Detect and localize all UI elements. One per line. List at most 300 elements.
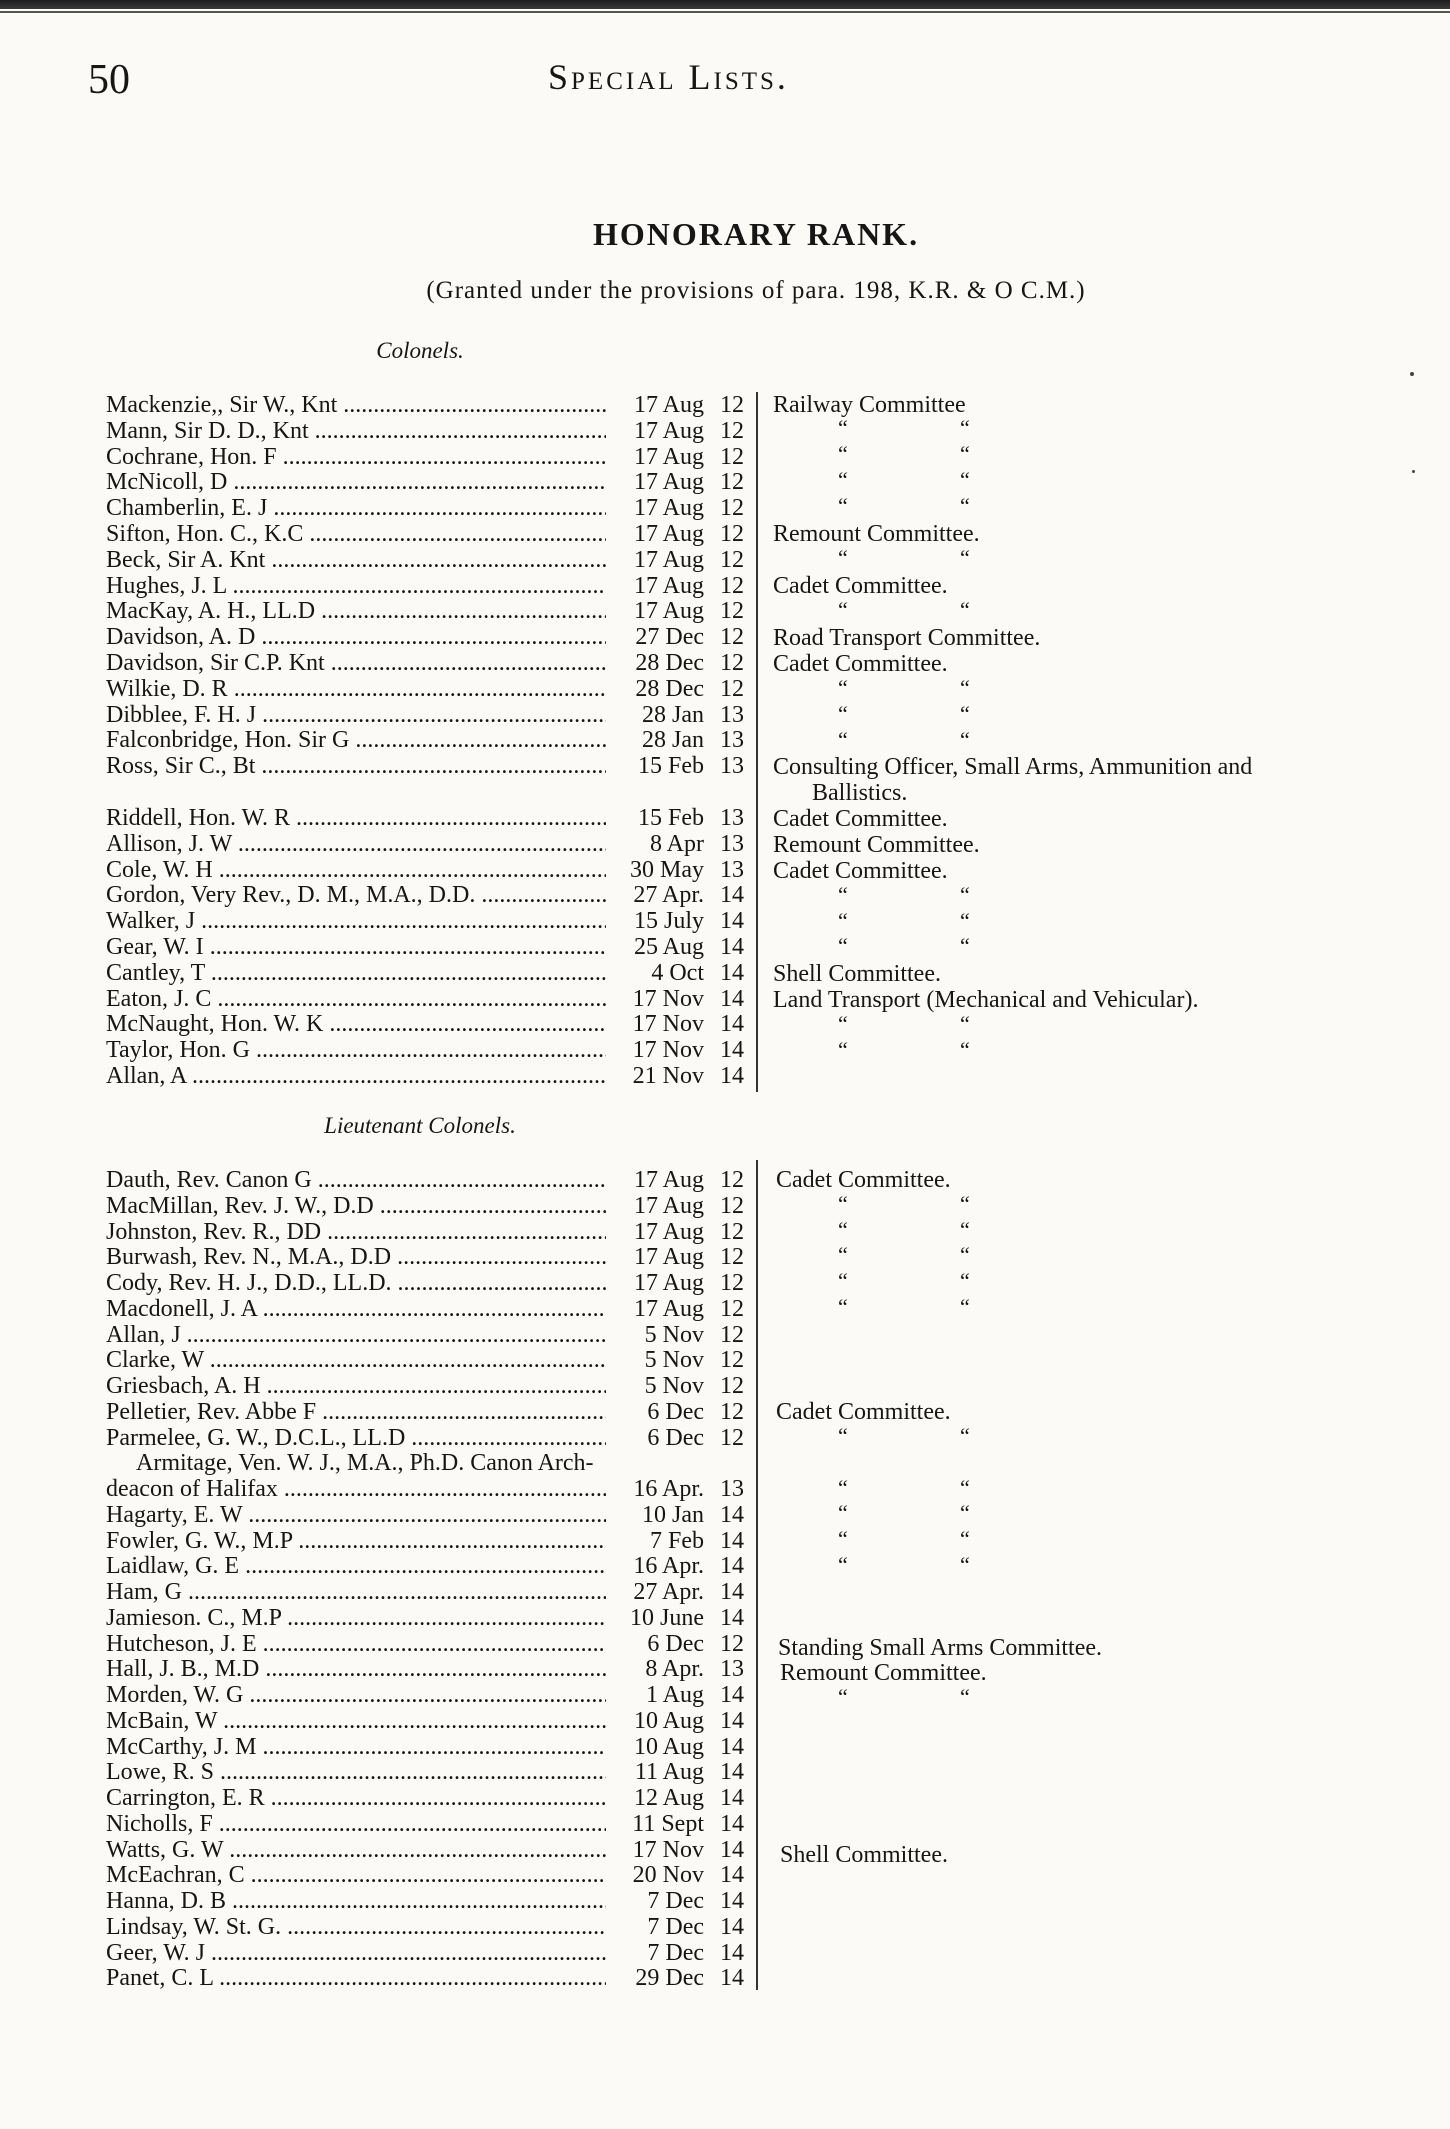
ditto-mark: “ <box>960 493 970 518</box>
list-item <box>106 1476 744 1502</box>
ditto-mark: “ <box>960 441 970 466</box>
officer-name: MacKay, A. H., LL.D ..... <box>106 598 606 624</box>
rank-year: 14 <box>720 1913 744 1940</box>
list-item <box>106 392 744 418</box>
rank-year: 13 <box>720 830 744 857</box>
rank-date: 15 Feb <box>638 805 704 831</box>
officer-name: McBain, W ..... <box>106 1708 606 1734</box>
rank-date: 6 Dec <box>647 1398 704 1425</box>
rank-date: 16 Apr. <box>633 1553 704 1580</box>
rank-date: 17 Aug <box>633 598 704 625</box>
rank-year: 12 <box>720 675 744 702</box>
list-item <box>106 727 744 753</box>
rank-date: 7 Dec <box>647 1888 704 1914</box>
ditto-mark: “ <box>960 1294 970 1319</box>
list-item <box>106 1399 744 1425</box>
rank-year: 14 <box>720 934 744 960</box>
rank-date: 17 Aug <box>633 1244 704 1271</box>
ditto-mark: “ <box>960 1217 970 1242</box>
list-item <box>106 1450 744 1476</box>
rank-date: 17 Aug <box>633 1192 704 1219</box>
rank-year: 12 <box>720 443 744 470</box>
officer-name: Falconbridge, Hon. Sir G ..... <box>106 727 606 753</box>
rank-date: 28 Jan <box>642 701 704 728</box>
note-land-transport: Land Transport (Mechanical and Vehicular). <box>773 987 1199 1013</box>
rank-date: 17 Aug <box>633 546 704 573</box>
ditto-mark: “ <box>838 467 848 492</box>
rank-date: 5 Nov <box>644 1321 704 1348</box>
list-item <box>106 1631 744 1657</box>
rank-year: 14 <box>720 1527 744 1554</box>
ditto-mark: “ <box>838 415 848 440</box>
rank-date: 10 Aug <box>633 1707 704 1734</box>
officer-name: Cody, Rev. H. J., D.D., LL.D. ..... <box>106 1270 606 1296</box>
list-item <box>106 1193 744 1219</box>
note-consulting-officer: Consulting Officer, Small Arms, Ammunition and <box>773 754 1253 780</box>
officer-name: Beck, Sir A. Knt ..... <box>106 547 606 573</box>
officer-name: Lindsay, W. St. G. ..... <box>106 1914 606 1940</box>
rank-year: 12 <box>720 1398 744 1425</box>
officer-name: Chamberlin, E. J ..... <box>106 495 606 521</box>
officer-name: Watts, G. W ..... <box>106 1837 606 1863</box>
ditto-mark: “ <box>960 1242 970 1267</box>
officer-name: Fowler, G. W., M.P ..... <box>106 1528 606 1554</box>
ditto-mark: “ <box>960 882 970 907</box>
list-item <box>106 1296 744 1322</box>
note-remount-committee: Remount Committee. <box>773 832 980 858</box>
page-title: HONORARY RANK. <box>592 216 920 252</box>
rank-date: 17 Nov <box>632 985 704 1012</box>
list-item <box>106 1914 744 1940</box>
note-cadet-committee: Cadet Committee. <box>773 806 948 832</box>
officer-name: Allison, J. W ..... <box>106 831 606 857</box>
rank-date: 17 Nov <box>632 1836 704 1863</box>
list-item <box>106 1759 744 1785</box>
ditto-mark: “ <box>838 727 848 752</box>
list-item <box>106 1244 744 1270</box>
rank-date: 15 July <box>633 908 704 935</box>
list-item <box>106 753 744 779</box>
print-speck <box>1410 372 1414 376</box>
list-item <box>106 1037 744 1063</box>
rank-year: 14 <box>720 1785 744 1811</box>
list-item <box>106 444 744 470</box>
rank-date: 10 Jan <box>642 1501 704 1528</box>
column-divider-colonels <box>756 392 758 1092</box>
rank-year: 12 <box>720 1218 744 1245</box>
rank-date: 10 Aug <box>633 1733 704 1760</box>
ditto-mark: “ <box>838 933 848 958</box>
officer-name: Cochrane, Hon. F ..... <box>106 444 606 470</box>
officer-name: Dauth, Rev. Canon G ..... <box>106 1167 606 1193</box>
officer-name: Taylor, Hon. G ..... <box>106 1037 606 1063</box>
list-item <box>106 573 744 599</box>
rank-year: 12 <box>720 392 744 418</box>
ditto-mark: “ <box>838 1526 848 1551</box>
list-item <box>106 1425 744 1451</box>
officer-name: Allan, A ..... <box>106 1063 606 1089</box>
list-item <box>106 469 744 495</box>
rank-year: 14 <box>720 1939 744 1966</box>
page-number: 50 <box>88 57 130 103</box>
officer-name: Wilkie, D. R ..... <box>106 676 606 702</box>
rank-date: 8 Apr. <box>645 1656 704 1683</box>
ditto-mark: “ <box>838 1552 848 1577</box>
list-item <box>106 1219 744 1245</box>
rank-year: 13 <box>720 701 744 728</box>
ditto-mark: “ <box>960 1191 970 1216</box>
ditto-mark: “ <box>960 1552 970 1577</box>
list-item <box>106 495 744 521</box>
list-item <box>106 624 744 650</box>
list-item <box>106 1528 744 1554</box>
note-consulting-officer-continued: Ballistics. <box>812 780 908 806</box>
rank-date: 17 Aug <box>633 1295 704 1322</box>
rank-year: 14 <box>720 1011 744 1038</box>
list-item <box>106 1837 744 1863</box>
ditto-mark: “ <box>838 675 848 700</box>
officer-name: Burwash, Rev. N., M.A., D.D ..... <box>106 1244 606 1270</box>
officer-name: Geer, W. J ..... <box>106 1940 606 1966</box>
rank-date: 28 Jan <box>642 727 704 754</box>
ditto-mark: “ <box>960 1475 970 1500</box>
rank-year: 14 <box>720 1579 744 1605</box>
ditto-mark: “ <box>838 1268 848 1293</box>
ditto-mark: “ <box>838 493 848 518</box>
rank-year: 12 <box>720 1192 744 1219</box>
rank-year: 12 <box>720 1244 744 1271</box>
rank-year: 14 <box>720 1759 744 1786</box>
rank-date: 5 Nov <box>644 1347 704 1374</box>
rank-date: 10 June <box>630 1604 704 1631</box>
rank-date: 29 Dec <box>635 1965 704 1992</box>
rank-year: 13 <box>720 1476 744 1502</box>
rank-year: 14 <box>720 1501 744 1528</box>
rank-year: 12 <box>720 417 744 444</box>
officer-name: Armitage, Ven. W. J., M.A., Ph.D. Canon Arch- <box>136 1450 594 1477</box>
list-item <box>106 418 744 444</box>
officer-name: Dibblee, F. H. J ..... <box>106 702 606 728</box>
officer-name: Nicholls, F ..... <box>106 1811 606 1837</box>
column-divider-lieutenant-colonels <box>756 1160 758 1990</box>
rank-date: 17 Aug <box>633 392 704 418</box>
note-railway-committee: Railway Committee <box>773 392 966 418</box>
officer-name: Lowe, R. S ..... <box>106 1759 606 1785</box>
rank-date: 7 Dec <box>647 1913 704 1940</box>
list-item <box>106 831 744 857</box>
rank-year: 14 <box>720 882 744 909</box>
list-item <box>106 1167 744 1193</box>
page-subtitle: (Granted under the provisions of para. 198, K.R. & O C.M.) <box>426 277 1086 304</box>
rank-year: 14 <box>720 1037 744 1064</box>
ditto-mark: “ <box>960 727 970 752</box>
note-cadet-committee: Cadet Committee. <box>773 858 948 884</box>
rank-date: 27 Dec <box>635 624 704 651</box>
list-item <box>106 1322 744 1348</box>
rank-year: 14 <box>720 1707 744 1734</box>
officer-name: Hagarty, E. W ..... <box>106 1502 606 1528</box>
ditto-mark: “ <box>960 545 970 570</box>
rank-year: 12 <box>720 1373 744 1399</box>
ditto-mark: “ <box>838 1011 848 1036</box>
ditto-mark: “ <box>960 1268 970 1293</box>
rank-date: 5 Nov <box>644 1373 704 1399</box>
list-item <box>106 1862 744 1888</box>
rank-year: 13 <box>720 805 744 831</box>
rank-year: 14 <box>720 1553 744 1580</box>
rank-date: 16 Apr. <box>633 1476 704 1502</box>
officer-name: deacon of Halifax ..... <box>106 1476 606 1502</box>
rank-date: 4 Oct <box>651 959 704 986</box>
list-item <box>106 1063 744 1089</box>
officer-name: MacMillan, Rev. J. W., D.D ..... <box>106 1193 606 1219</box>
rank-date: 27 Apr. <box>633 1579 704 1605</box>
officer-name: Davidson, A. D ..... <box>106 624 606 650</box>
ditto-mark: “ <box>838 545 848 570</box>
rank-year: 14 <box>720 1965 744 1992</box>
officer-name: Mackenzie,, Sir W., Knt ..... <box>106 392 606 418</box>
rank-year: 12 <box>720 546 744 573</box>
rank-date: 25 Aug <box>633 934 704 960</box>
list-item <box>106 1270 744 1296</box>
rank-year: 13 <box>720 727 744 754</box>
officer-name: Ham, G ..... <box>106 1579 606 1605</box>
rank-date: 27 Apr. <box>633 882 704 909</box>
rank-date: 6 Dec <box>647 1630 704 1657</box>
rank-date: 21 Nov <box>632 1063 704 1089</box>
note-remount-committee: Remount Committee. <box>773 521 980 547</box>
list-item <box>106 1553 744 1579</box>
officer-name: Sifton, Hon. C., K.C ..... <box>106 521 606 547</box>
list-item <box>106 547 744 573</box>
ditto-mark: “ <box>960 1011 970 1036</box>
list-item <box>106 805 744 831</box>
ditto-mark: “ <box>960 908 970 933</box>
list-item <box>106 1888 744 1914</box>
rank-year: 14 <box>720 985 744 1012</box>
list-item <box>106 702 744 728</box>
ditto-mark: “ <box>838 1037 848 1062</box>
rank-date: 17 Aug <box>633 521 704 547</box>
rank-date: 30 May <box>630 856 704 883</box>
officer-name: Ross, Sir C., Bt ..... <box>106 753 606 779</box>
ditto-mark: “ <box>838 1217 848 1242</box>
list-item <box>106 1708 744 1734</box>
rank-date: 17 Aug <box>633 469 704 496</box>
rank-date: 17 Aug <box>633 1167 704 1193</box>
rank-date: 7 Feb <box>650 1527 704 1554</box>
rank-year: 12 <box>720 495 744 522</box>
rank-year: 14 <box>720 959 744 986</box>
note-cadet-committee: Cadet Committee. <box>773 651 948 677</box>
rank-year: 13 <box>720 753 744 780</box>
rank-date: 17 Aug <box>633 443 704 470</box>
ditto-mark: “ <box>838 1294 848 1319</box>
officer-name: Pelletier, Rev. Abbe F ..... <box>106 1399 606 1425</box>
officer-name: Davidson, Sir C.P. Knt ..... <box>106 650 606 676</box>
rank-year: 12 <box>720 1167 744 1193</box>
list-item <box>106 1785 744 1811</box>
note-cadet-committee: Cadet Committee. <box>776 1399 951 1425</box>
officer-name: Macdonell, J. A ..... <box>106 1296 606 1322</box>
note-shell-committee: Shell Committee. <box>773 961 941 987</box>
rank-year: 14 <box>720 1836 744 1863</box>
ditto-mark: “ <box>838 441 848 466</box>
officer-name: Hughes, J. L ..... <box>106 573 606 599</box>
list-item <box>106 908 744 934</box>
rank-date: 17 Aug <box>633 572 704 599</box>
section-heading-colonels: Colonels. <box>376 338 464 363</box>
officer-name: Carrington, E. R ..... <box>106 1785 606 1811</box>
officer-name: Gear, W. I ..... <box>106 934 606 960</box>
list-item <box>106 1940 744 1966</box>
list-item <box>106 1011 744 1037</box>
rank-year: 14 <box>720 1682 744 1708</box>
rank-year: 12 <box>720 521 744 547</box>
rank-date: 17 Nov <box>632 1011 704 1038</box>
ditto-mark: “ <box>960 597 970 622</box>
running-head: Special Lists. <box>548 57 789 97</box>
rank-year: 12 <box>720 1295 744 1322</box>
rank-date: 17 Aug <box>633 1218 704 1245</box>
rank-date: 17 Aug <box>633 1270 704 1296</box>
rank-year: 12 <box>720 1424 744 1451</box>
rank-year: 14 <box>720 1862 744 1889</box>
officer-name: Eaton, J. C ..... <box>106 986 606 1012</box>
officer-name: McNicoll, D ..... <box>106 469 606 495</box>
rank-year: 13 <box>720 856 744 883</box>
officer-name: Panet, C. L ..... <box>106 1965 606 1991</box>
ditto-mark: “ <box>838 1423 848 1448</box>
rank-year: 14 <box>720 1063 744 1089</box>
ditto-mark: “ <box>960 1500 970 1525</box>
rank-date: 28 Dec <box>635 675 704 702</box>
officer-name: Laidlaw, G. E ..... <box>106 1553 606 1579</box>
rank-year: 12 <box>720 1321 744 1348</box>
officer-name: McEachran, C ..... <box>106 1862 606 1888</box>
note-cadet-committee: Cadet Committee. <box>776 1167 951 1193</box>
rank-year: 12 <box>720 650 744 676</box>
ditto-mark: “ <box>960 701 970 726</box>
officer-name: Cantley, T ..... <box>106 960 606 986</box>
officer-name: Allan, J ..... <box>106 1322 606 1348</box>
ditto-mark: “ <box>838 1191 848 1216</box>
ditto-mark: “ <box>838 1475 848 1500</box>
rank-year: 12 <box>720 469 744 496</box>
note-road-transport-committee: Road Transport Committee. <box>773 625 1041 651</box>
rank-date: 12 Aug <box>633 1785 704 1811</box>
officer-name: Cole, W. H ..... <box>106 857 606 883</box>
list-item <box>106 857 744 883</box>
note-remount-committee: Remount Committee. <box>780 1660 987 1686</box>
rank-year: 12 <box>720 1270 744 1296</box>
rank-year: 14 <box>720 1888 744 1914</box>
list-item <box>106 1605 744 1631</box>
rank-year: 12 <box>720 624 744 651</box>
list-item <box>106 1502 744 1528</box>
rank-date: 1 Aug <box>645 1682 704 1708</box>
list-item <box>106 882 744 908</box>
officer-name: Riddell, Hon. W. R ..... <box>106 805 606 831</box>
list-item <box>106 650 744 676</box>
ditto-mark: “ <box>960 1423 970 1448</box>
rank-year: 12 <box>720 1630 744 1657</box>
rank-year: 12 <box>720 1347 744 1374</box>
list-item <box>106 1965 744 1991</box>
ditto-mark: “ <box>960 1526 970 1551</box>
ditto-mark: “ <box>838 1242 848 1267</box>
rank-date: 8 Apr <box>650 830 704 857</box>
list-item <box>106 1373 744 1399</box>
rank-date: 17 Aug <box>633 417 704 444</box>
ditto-mark: “ <box>838 701 848 726</box>
ditto-mark: “ <box>838 882 848 907</box>
officer-name: Clarke, W ..... <box>106 1347 606 1373</box>
rank-year: 14 <box>720 908 744 935</box>
rank-year: 13 <box>720 1656 744 1683</box>
officer-name: Gordon, Very Rev., D. M., M.A., D.D. ..... <box>106 882 606 908</box>
rank-date: 11 Sept <box>632 1810 704 1837</box>
ditto-mark: “ <box>838 1500 848 1525</box>
list-item <box>106 934 744 960</box>
rank-year: 12 <box>720 572 744 599</box>
list-item <box>106 1656 744 1682</box>
ditto-mark: “ <box>838 1684 848 1709</box>
note-shell-committee: Shell Committee. <box>780 1842 948 1868</box>
list-item <box>106 1811 744 1837</box>
list-item <box>106 1579 744 1605</box>
rank-year: 14 <box>720 1733 744 1760</box>
rank-date: 6 Dec <box>647 1424 704 1451</box>
section-heading-lieutenant-colonels: Lieutenant Colonels. <box>324 1113 516 1138</box>
rank-date: 20 Nov <box>632 1862 704 1889</box>
officer-name: Hall, J. B., M.D ..... <box>106 1656 606 1682</box>
officer-name: McNaught, Hon. W. K ..... <box>106 1011 606 1037</box>
ditto-mark: “ <box>838 597 848 622</box>
ditto-mark: “ <box>960 1037 970 1062</box>
ditto-mark: “ <box>838 908 848 933</box>
ditto-mark: “ <box>960 1684 970 1709</box>
officer-name: Hutcheson, J. E ..... <box>106 1631 606 1657</box>
note-standing-small-arms-committee: Standing Small Arms Committee. <box>778 1635 1102 1661</box>
rank-year: 12 <box>720 598 744 625</box>
list-item <box>106 960 744 986</box>
rank-date: 15 Feb <box>638 753 704 780</box>
rank-year: 14 <box>720 1604 744 1631</box>
rank-date: 7 Dec <box>647 1939 704 1966</box>
list-item <box>106 1734 744 1760</box>
officer-name: Parmelee, G. W., D.C.L., LL.D ..... <box>106 1425 606 1451</box>
officer-name: Hanna, D. B ..... <box>106 1888 606 1914</box>
list-item <box>106 1682 744 1708</box>
list-item <box>106 986 744 1012</box>
top-border-rule <box>0 0 1450 9</box>
list-item <box>106 521 744 547</box>
officer-name: Johnston, Rev. R., DD ..... <box>106 1219 606 1245</box>
rank-date: 17 Aug <box>633 495 704 522</box>
list-item <box>106 598 744 624</box>
top-border-rule-thin <box>0 11 1450 13</box>
rank-date: 28 Dec <box>635 650 704 676</box>
ditto-mark: “ <box>960 933 970 958</box>
officer-name: Jamieson. C., M.P ..... <box>106 1605 606 1631</box>
rank-date: 11 Aug <box>634 1759 704 1786</box>
print-speck <box>1412 470 1415 473</box>
rank-year: 14 <box>720 1810 744 1837</box>
officer-name: Mann, Sir D. D., Knt ..... <box>106 418 606 444</box>
ditto-mark: “ <box>960 415 970 440</box>
list-item <box>106 1347 744 1373</box>
